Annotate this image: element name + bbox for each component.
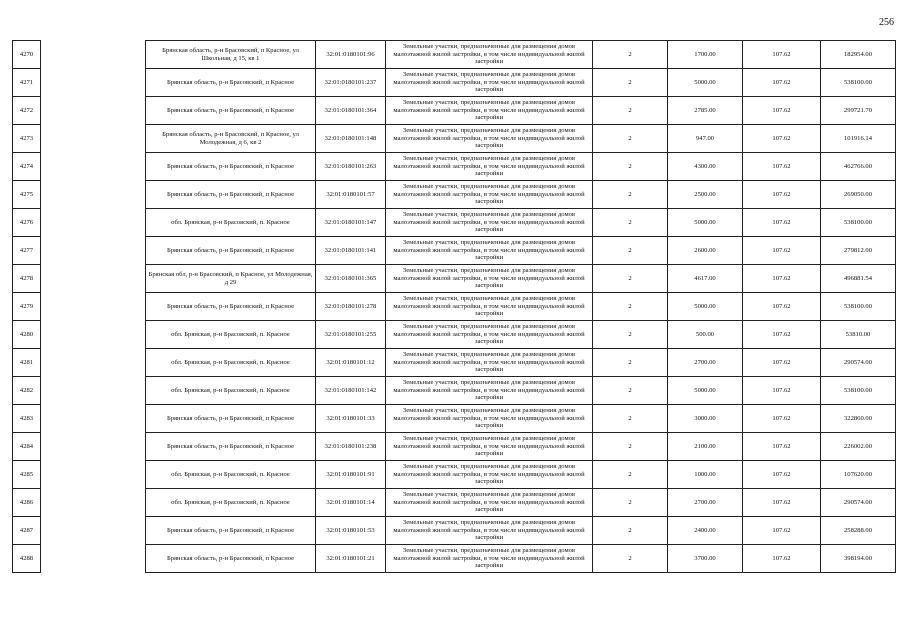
gap-cell — [41, 489, 146, 517]
cadastral-number-cell: 32:01:0180101:237 — [316, 69, 386, 97]
gap-cell — [41, 237, 146, 265]
table-row — [13, 181, 896, 209]
rate-cell: 107.62 — [743, 489, 821, 517]
table-row — [13, 209, 896, 237]
rate-cell: 107.62 — [743, 209, 821, 237]
area-cell: 2100.00 — [668, 433, 743, 461]
land-use-cell: Земельные участки, предназначенные для размещения домов малоэтажной жилой застройки, в том числе индивидуальной жилой застройки — [386, 489, 593, 517]
cadastral-number-cell: 32:01:0180101:278 — [316, 293, 386, 321]
row-number-cell: 4275 — [13, 181, 41, 209]
row-number-cell: 4282 — [13, 377, 41, 405]
rate-cell: 107.62 — [743, 405, 821, 433]
address-cell: обл. Брянская, р-н Брасовский, п. Красное — [146, 377, 316, 405]
cadastral-value-cell: 322860.00 — [821, 405, 896, 433]
table-body — [13, 41, 896, 573]
row-number-cell: 4270 — [13, 41, 41, 69]
area-cell: 947.00 — [668, 125, 743, 153]
cadastral-value-cell: 290574.00 — [821, 349, 896, 377]
cadastral-value-cell: 462766.00 — [821, 153, 896, 181]
land-use-cell: Земельные участки, предназначенные для размещения домов малоэтажной жилой застройки, в том числе индивидуальной жилой застройки — [386, 41, 593, 69]
row-number-cell: 4271 — [13, 69, 41, 97]
land-use-cell: Земельные участки, предназначенные для размещения домов малоэтажной жилой застройки, в том числе индивидуальной жилой застройки — [386, 237, 593, 265]
category-cell: 2 — [593, 69, 668, 97]
cadastral-number-cell: 32:01:0180101:148 — [316, 125, 386, 153]
rate-cell: 107.62 — [743, 433, 821, 461]
cadastral-value-cell: 279812.00 — [821, 237, 896, 265]
cadastral-number-cell: 32:01:0180101:141 — [316, 237, 386, 265]
rate-cell: 107.62 — [743, 517, 821, 545]
land-use-cell: Земельные участки, предназначенные для размещения домов малоэтажной жилой застройки, в том числе индивидуальной жилой застройки — [386, 265, 593, 293]
area-cell: 2785.00 — [668, 97, 743, 125]
land-use-cell: Земельные участки, предназначенные для размещения домов малоэтажной жилой застройки, в том числе индивидуальной жилой застройки — [386, 209, 593, 237]
area-cell: 2500.00 — [668, 181, 743, 209]
row-number-cell: 4286 — [13, 489, 41, 517]
land-use-cell: Земельные участки, предназначенные для размещения домов малоэтажной жилой застройки, в том числе индивидуальной жилой застройки — [386, 125, 593, 153]
category-cell: 2 — [593, 125, 668, 153]
cadastral-number-cell: 32:01:0180101:147 — [316, 209, 386, 237]
table-row — [13, 125, 896, 153]
table-row — [13, 433, 896, 461]
gap-cell — [41, 181, 146, 209]
cadastral-number-cell: 32:01:0180101:365 — [316, 265, 386, 293]
row-number-cell: 4285 — [13, 461, 41, 489]
gap-cell — [41, 153, 146, 181]
table-row — [13, 377, 896, 405]
address-cell: Брянская область, р-н Брасовский, п Красное — [146, 181, 316, 209]
gap-cell — [41, 545, 146, 573]
row-number-cell: 4277 — [13, 237, 41, 265]
area-cell: 2700.00 — [668, 489, 743, 517]
cadastral-number-cell: 32:01:0180101:53 — [316, 517, 386, 545]
area-cell: 3000.00 — [668, 405, 743, 433]
land-use-cell: Земельные участки, предназначенные для размещения домов малоэтажной жилой застройки, в том числе индивидуальной жилой застройки — [386, 349, 593, 377]
cadastral-number-cell: 32:01:0180101:14 — [316, 489, 386, 517]
cadastral-value-cell: 101916.14 — [821, 125, 896, 153]
address-cell: обл. Брянская, р-н Брасовский, п. Красное — [146, 321, 316, 349]
area-cell: 5000.00 — [668, 69, 743, 97]
table-row — [13, 461, 896, 489]
address-cell: Брянская область, р-н Брасовский, п Красное — [146, 69, 316, 97]
cadastral-value-cell: 182954.00 — [821, 41, 896, 69]
table-row — [13, 293, 896, 321]
cadastral-value-cell: 226002.00 — [821, 433, 896, 461]
cadastral-value-cell: 538100.00 — [821, 69, 896, 97]
gap-cell — [41, 265, 146, 293]
row-number-cell: 4283 — [13, 405, 41, 433]
address-cell: обл. Брянская, р-н Брасовский, п. Красное — [146, 489, 316, 517]
area-cell: 2700.00 — [668, 349, 743, 377]
area-cell: 4617.00 — [668, 265, 743, 293]
rate-cell: 107.62 — [743, 41, 821, 69]
cadastral-number-cell: 32:01:0180101:238 — [316, 433, 386, 461]
address-cell: Брянская область, р-н Брасовский, п Красное — [146, 517, 316, 545]
table-row — [13, 41, 896, 69]
table-row — [13, 321, 896, 349]
land-use-cell: Земельные участки, предназначенные для размещения домов малоэтажной жилой застройки, в том числе индивидуальной жилой застройки — [386, 517, 593, 545]
gap-cell — [41, 293, 146, 321]
category-cell: 2 — [593, 209, 668, 237]
cadastral-value-cell: 107620.00 — [821, 461, 896, 489]
land-use-cell: Земельные участки, предназначенные для размещения домов малоэтажной жилой застройки, в том числе индивидуальной жилой застройки — [386, 321, 593, 349]
cadastral-value-table — [12, 40, 896, 573]
area-cell: 4300.00 — [668, 153, 743, 181]
cadastral-number-cell: 32:01:0180101:364 — [316, 97, 386, 125]
address-cell: Брянская область, р-н Брасовский, п Красное — [146, 293, 316, 321]
category-cell: 2 — [593, 461, 668, 489]
table-row — [13, 489, 896, 517]
land-use-cell: Земельные участки, предназначенные для размещения домов малоэтажной жилой застройки, в том числе индивидуальной жилой застройки — [386, 405, 593, 433]
page-number: 256 — [879, 17, 894, 28]
table-row — [13, 405, 896, 433]
gap-cell — [41, 41, 146, 69]
area-cell: 500.00 — [668, 321, 743, 349]
category-cell: 2 — [593, 517, 668, 545]
row-number-cell: 4274 — [13, 153, 41, 181]
rate-cell: 107.62 — [743, 545, 821, 573]
gap-cell — [41, 97, 146, 125]
rate-cell: 107.62 — [743, 69, 821, 97]
category-cell: 2 — [593, 545, 668, 573]
gap-cell — [41, 433, 146, 461]
area-cell: 2600.00 — [668, 237, 743, 265]
cadastral-value-cell: 258288.00 — [821, 517, 896, 545]
rate-cell: 107.62 — [743, 153, 821, 181]
address-cell: Брянская область, р-н Брасовский, п Красное — [146, 97, 316, 125]
rate-cell: 107.62 — [743, 377, 821, 405]
land-use-cell: Земельные участки, предназначенные для размещения домов малоэтажной жилой застройки, в том числе индивидуальной жилой застройки — [386, 377, 593, 405]
cadastral-value-cell: 538100.00 — [821, 293, 896, 321]
address-cell: Брянская область, р-н Брасовский, п Красное — [146, 433, 316, 461]
row-number-cell: 4279 — [13, 293, 41, 321]
category-cell: 2 — [593, 265, 668, 293]
table-row — [13, 69, 896, 97]
address-cell: Брянская область, р-н Брасовский, п Красное — [146, 545, 316, 573]
table-row — [13, 265, 896, 293]
row-number-cell: 4287 — [13, 517, 41, 545]
rate-cell: 107.62 — [743, 265, 821, 293]
row-number-cell: 4280 — [13, 321, 41, 349]
category-cell: 2 — [593, 41, 668, 69]
category-cell: 2 — [593, 349, 668, 377]
cadastral-number-cell: 32:01:0180101:255 — [316, 321, 386, 349]
cadastral-number-cell: 32:01:0180101:57 — [316, 181, 386, 209]
gap-cell — [41, 125, 146, 153]
category-cell: 2 — [593, 321, 668, 349]
land-use-cell: Земельные участки, предназначенные для размещения домов малоэтажной жилой застройки, в том числе индивидуальной жилой застройки — [386, 461, 593, 489]
land-use-cell: Земельные участки, предназначенные для размещения домов малоэтажной жилой застройки, в том числе индивидуальной жилой застройки — [386, 69, 593, 97]
area-cell: 1700.00 — [668, 41, 743, 69]
gap-cell — [41, 69, 146, 97]
address-cell: обл. Брянская, р-н Брасовский, п. Красное — [146, 349, 316, 377]
row-number-cell: 4278 — [13, 265, 41, 293]
area-cell: 2400.00 — [668, 517, 743, 545]
gap-cell — [41, 321, 146, 349]
land-use-cell: Земельные участки, предназначенные для размещения домов малоэтажной жилой застройки, в том числе индивидуальной жилой застройки — [386, 433, 593, 461]
land-use-cell: Земельные участки, предназначенные для размещения домов малоэтажной жилой застройки, в том числе индивидуальной жилой застройки — [386, 293, 593, 321]
table-row — [13, 97, 896, 125]
category-cell: 2 — [593, 293, 668, 321]
category-cell: 2 — [593, 237, 668, 265]
rate-cell: 107.62 — [743, 125, 821, 153]
area-cell: 5000.00 — [668, 209, 743, 237]
rate-cell: 107.62 — [743, 97, 821, 125]
cadastral-number-cell: 32:01:0180101:12 — [316, 349, 386, 377]
gap-cell — [41, 461, 146, 489]
gap-cell — [41, 209, 146, 237]
cadastral-number-cell: 32:01:0180101:142 — [316, 377, 386, 405]
table-row — [13, 349, 896, 377]
cadastral-value-cell: 299721.70 — [821, 97, 896, 125]
land-use-cell: Земельные участки, предназначенные для размещения домов малоэтажной жилой застройки, в том числе индивидуальной жилой застройки — [386, 181, 593, 209]
category-cell: 2 — [593, 153, 668, 181]
cadastral-value-cell: 269050.00 — [821, 181, 896, 209]
gap-cell — [41, 517, 146, 545]
address-cell: Брянская область, р-н Брасовский, п Красное — [146, 237, 316, 265]
cadastral-number-cell: 32:01:0180101:91 — [316, 461, 386, 489]
category-cell: 2 — [593, 97, 668, 125]
cadastral-value-cell: 290574.00 — [821, 489, 896, 517]
table-row — [13, 517, 896, 545]
rate-cell: 107.62 — [743, 293, 821, 321]
table-row — [13, 153, 896, 181]
address-cell: обл. Брянская, р-н Брасовский, п. Красное — [146, 209, 316, 237]
row-number-cell: 4272 — [13, 97, 41, 125]
area-cell: 5000.00 — [668, 293, 743, 321]
table-row — [13, 545, 896, 573]
cadastral-value-cell: 538100.00 — [821, 377, 896, 405]
rate-cell: 107.62 — [743, 181, 821, 209]
category-cell: 2 — [593, 181, 668, 209]
rate-cell: 107.62 — [743, 321, 821, 349]
address-cell: обл. Брянская, р-н Брасовский, п. Красное — [146, 461, 316, 489]
gap-cell — [41, 349, 146, 377]
table-row — [13, 237, 896, 265]
rate-cell: 107.62 — [743, 237, 821, 265]
row-number-cell: 4276 — [13, 209, 41, 237]
row-number-cell: 4273 — [13, 125, 41, 153]
row-number-cell: 4281 — [13, 349, 41, 377]
row-number-cell: 4288 — [13, 545, 41, 573]
cadastral-value-cell: 53810.00 — [821, 321, 896, 349]
area-cell: 5000.00 — [668, 377, 743, 405]
address-cell: Брянская область, р-н Брасовский, п Красное, ул Школьная, д 15, кв 1 — [146, 41, 316, 69]
cadastral-number-cell: 32:01:0180101:263 — [316, 153, 386, 181]
land-use-cell: Земельные участки, предназначенные для размещения домов малоэтажной жилой застройки, в том числе индивидуальной жилой застройки — [386, 97, 593, 125]
land-use-cell: Земельные участки, предназначенные для размещения домов малоэтажной жилой застройки, в том числе индивидуальной жилой застройки — [386, 153, 593, 181]
cadastral-number-cell: 32:01:0180101:96 — [316, 41, 386, 69]
gap-cell — [41, 377, 146, 405]
gap-cell — [41, 405, 146, 433]
category-cell: 2 — [593, 433, 668, 461]
address-cell: Брянская обл, р-н Брасовский, п Красное, ул Молодежная, д 29 — [146, 265, 316, 293]
address-cell: Брянская область, р-н Брасовский, п Красное — [146, 405, 316, 433]
address-cell: Брянская область, р-н Брасовский, п Красное, ул Молодежная, д 6, кв 2 — [146, 125, 316, 153]
land-use-cell: Земельные участки, предназначенные для размещения домов малоэтажной жилой застройки, в том числе индивидуальной жилой застройки — [386, 545, 593, 573]
address-cell: Брянская область, р-н Брасовский, п Красное — [146, 153, 316, 181]
category-cell: 2 — [593, 489, 668, 517]
cadastral-number-cell: 32:01:0180101:33 — [316, 405, 386, 433]
rate-cell: 107.62 — [743, 461, 821, 489]
cadastral-value-cell: 496881.54 — [821, 265, 896, 293]
category-cell: 2 — [593, 377, 668, 405]
rate-cell: 107.62 — [743, 349, 821, 377]
row-number-cell: 4284 — [13, 433, 41, 461]
cadastral-value-cell: 398194.00 — [821, 545, 896, 573]
cadastral-value-cell: 538100.00 — [821, 209, 896, 237]
area-cell: 1000.00 — [668, 461, 743, 489]
area-cell: 3700.00 — [668, 545, 743, 573]
cadastral-number-cell: 32:01:0180101:21 — [316, 545, 386, 573]
category-cell: 2 — [593, 405, 668, 433]
